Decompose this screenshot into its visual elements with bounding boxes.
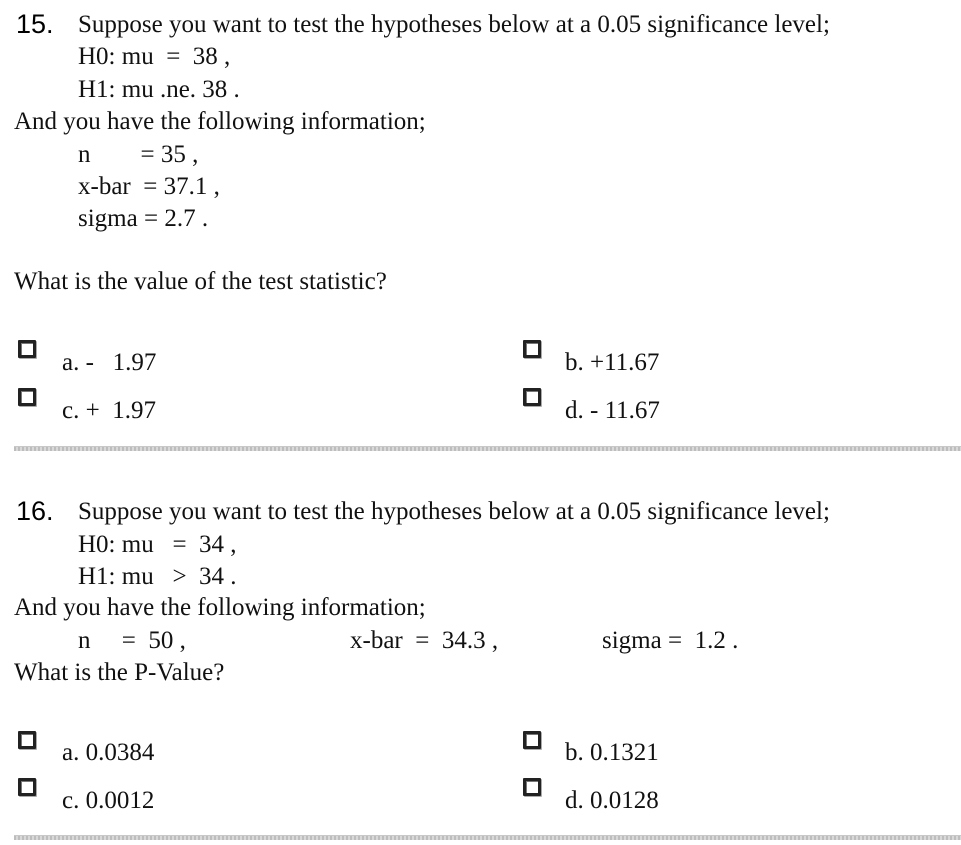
info-xbar: x-bar = 34.3 , [350,627,499,654]
option-b-checkbox[interactable] [523,731,541,749]
alt-hypothesis: H1: mu .ne. 38 . [78,76,240,103]
option-c-label: c. 0.0012 [62,787,155,814]
option-c-checkbox[interactable] [18,388,36,406]
info-intro: And you have the following information; [14,108,426,135]
question-text: What is the value of the test statistic? [14,268,387,295]
option-d-label: d. 0.0128 [565,787,659,814]
question-number: 16. [16,496,54,526]
info-n: n = 50 , [78,627,186,654]
option-b-label: b. 0.1321 [565,739,659,766]
option-d-checkbox[interactable] [523,388,541,406]
null-hypothesis: H0: mu = 34 , [78,531,237,558]
option-d-checkbox[interactable] [523,778,541,796]
option-a-label: a. 0.0384 [62,739,155,766]
option-c-label: c. + 1.97 [62,397,156,424]
question-16 [0,487,961,845]
info-xbar: x-bar = 37.1 , [78,173,220,200]
option-a-checkbox[interactable] [18,340,36,358]
option-a-checkbox[interactable] [18,731,36,749]
alt-hypothesis: H1: mu > 34 . [78,563,237,590]
info-intro: And you have the following information; [14,594,426,621]
option-b-label: b. +11.67 [565,349,660,376]
question-prompt: Suppose you want to test the hypotheses below at a 0.05 significance level; [78,498,830,525]
option-c-checkbox[interactable] [18,778,36,796]
question-prompt: Suppose you want to test the hypotheses below at a 0.05 significance level; [78,11,830,38]
question-text: What is the P-Value? [14,659,225,686]
section-divider [14,446,961,451]
section-divider [14,835,961,840]
option-a-label: a. - 1.97 [62,349,157,376]
info-sigma: sigma = 1.2 . [602,627,739,654]
question-number: 15. [16,9,54,39]
null-hypothesis: H0: mu = 38 , [78,43,231,70]
option-b-checkbox[interactable] [523,340,541,358]
info-sigma: sigma = 2.7 . [78,205,209,232]
option-d-label: d. - 11.67 [565,397,660,424]
info-n: n = 35 , [78,141,199,168]
